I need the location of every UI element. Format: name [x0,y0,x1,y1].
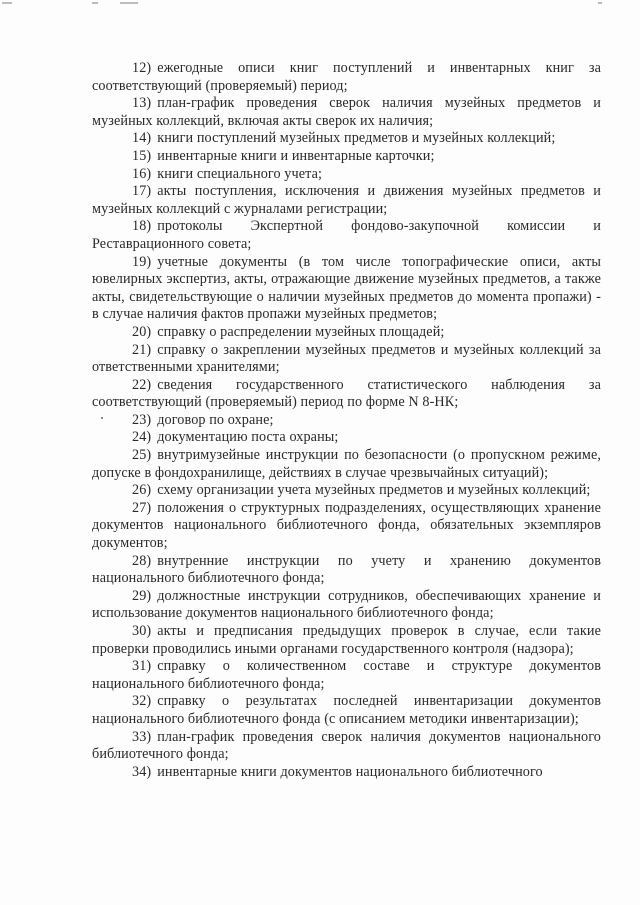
item-number: 32) [132,693,152,710]
item-text: схему организации учета музейных предметов и музейных коллекций; [157,482,591,499]
scan-mark [92,2,98,4]
list-item [92,218,601,253]
scan-artifacts [0,2,640,10]
item-number: 12) [132,60,152,76]
item-text: инвентарные книги документов национального библиотечного [157,763,543,780]
list-item [92,658,601,693]
item-number: 27) [132,499,152,516]
document-body [92,60,601,781]
item-text: акты поступления, исключения и движения музейных предметов и музейных коллекций с журналами регистрации; [92,183,601,217]
item-number: 29) [132,587,152,604]
item-text: инвентарные книги и инвентарные карточки; [157,147,435,164]
list-item [92,412,601,430]
list-item [92,60,601,95]
list-item [92,623,601,658]
item-number: 20) [132,323,152,340]
item-number: 13) [132,95,152,112]
list-item [92,729,601,764]
item-number: 30) [132,623,152,639]
list-item [92,342,601,377]
scan-mark [598,2,602,4]
item-text: план-график проведения сверок наличия музейных предметов и музейных коллекций, включая акты сверок их наличия; [92,95,601,129]
item-text: протоколы Экспертной фондово-закупочной комиссии и Реставрационного совета; [92,218,601,252]
item-text: ежегодные описи книг поступлений и инвентарных книг за соответствующий (проверяемый) период; [92,60,601,94]
list-item [92,447,601,482]
list-item [92,95,601,130]
item-text: документацию поста охраны; [157,429,339,446]
list-item [92,324,601,342]
list-item [92,148,601,166]
list-item [92,254,601,324]
item-text: учетные документы (в том числе топографические описи, акты ювелирных экспертиз, акты, отражающие движение музейных предметов, а также акты, свидетельствующие о наличии музейных предметов до момента пропажи) - в случае наличия фактов пропажи музейных предметов; [92,253,601,323]
scan-mark [120,2,138,4]
item-number: 17) [132,183,152,200]
list-item [92,429,601,447]
list-item [92,377,601,412]
item-number: 19) [132,253,152,270]
item-number: 15) [132,147,152,164]
list-item [92,588,601,623]
item-number: 34) [132,763,152,780]
item-text: должностные инструкции сотрудников, обеспечивающих хранение и использование документов национального библиотечного фонда; [92,587,601,622]
item-text: книги специального учета; [157,165,323,182]
item-number: 31) [132,658,152,675]
item-text: книги поступлений музейных предметов и музейных коллекций; [157,130,556,147]
scan-mark [2,2,12,4]
item-text: внутримузейные инструкции по безопасности (о пропускном режиме, допуске в фондохранилище, действиях в случае чрезвычайных ситуаций); [92,447,601,481]
item-number: 14) [132,130,152,147]
list-item [92,130,601,148]
list-item [92,693,601,728]
list-item [92,183,601,218]
item-number: 18) [132,218,152,235]
item-number: 33) [132,728,152,745]
item-text: договор по охране; [157,411,274,428]
list-item [92,764,601,782]
list-item [92,482,601,500]
item-number: 26) [132,482,152,499]
list-item [92,553,601,588]
item-number: 25) [132,447,152,464]
item-number: 28) [132,552,152,569]
item-number: 16) [132,165,152,182]
item-text: акты и предписания предыдущих проверок в случае, если такие проверки проводились иными органами государственного контроля (надзора); [92,623,601,657]
item-text: положения о структурных подразделениях, осуществляющих хранение документов национального библиотечного фонда, обязательных экземпляров документов; [92,499,601,552]
item-text: справку о количественном составе и структуре документов национального библиотечного фонда; [92,658,601,692]
list-item [92,500,601,553]
item-text: план-график проведения сверок наличия документов национального библиотечного фонда; [92,728,601,763]
item-text: внутренние инструкции по учету и хранению документов национального библиотечного фонда; [92,552,601,587]
item-text: справку о результатах последней инвентаризации документов национального библиотечного фонда (с описанием методики инвентаризации); [92,693,601,727]
item-number: 23) [132,411,152,428]
item-text: справку о закреплении музейных предметов и музейных коллекций за ответственными хранителями; [92,341,601,376]
item-number: 21) [132,341,152,358]
item-text: справку о распределении музейных площадей; [157,323,445,340]
list-item [92,166,601,184]
item-text: сведения государственного статистического наблюдения за соответствующий (проверяемый) период по форме N 8-НК; [92,376,601,411]
item-number: 24) [132,429,152,446]
item-number: 22) [132,376,152,393]
